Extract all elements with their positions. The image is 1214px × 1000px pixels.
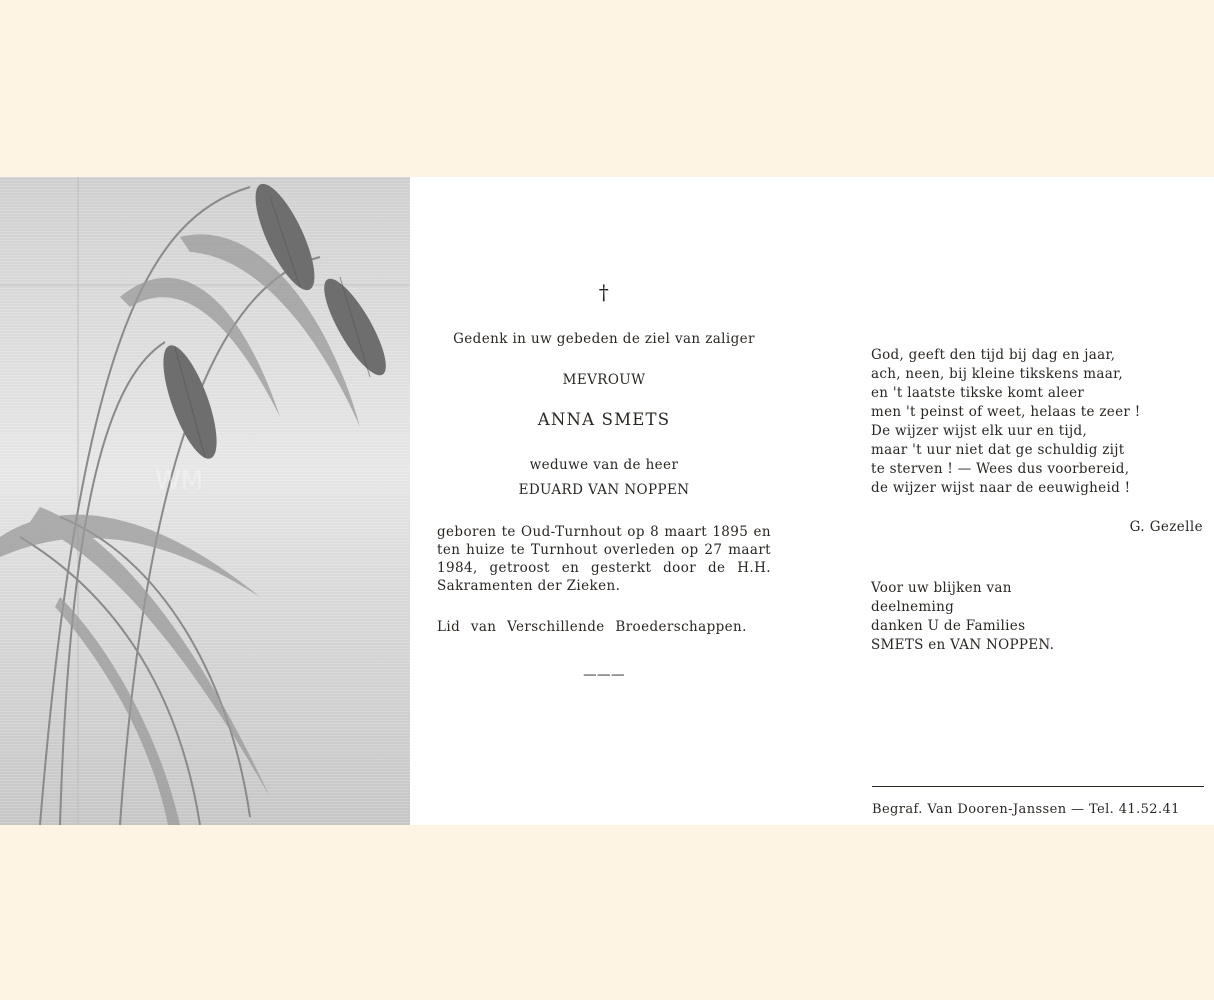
widow-of-line: weduwe van de heer bbox=[529, 457, 679, 473]
poem-line: maar 't uur niet dat ge schuldig zijt bbox=[871, 442, 1125, 458]
title-mevrouw: MEVROUW bbox=[562, 372, 646, 388]
wheat-ears-illustration bbox=[0, 177, 410, 825]
poem-line: men 't peinst of weet, helaas te zeer ! bbox=[871, 404, 1141, 420]
biography-paragraph: geboren te Oud-Turnhout op 8 maart 1895 en ten huize te Turnhout overleden op 27 maart 1984, getroost en gesterkt door de H.H. Sakramenten der Zieken. bbox=[437, 524, 771, 594]
thanks-line: danken U de Families bbox=[871, 618, 1026, 634]
thanks-block bbox=[871, 579, 1054, 655]
membership-line: Lid van Verschillende Broederschappen. bbox=[437, 619, 747, 635]
undertaker-line: Begraf. Van Dooren-Janssen — Tel. 41.52.41 bbox=[872, 802, 1180, 817]
poem-line: de wijzer wijst naar de eeuwigheid ! bbox=[871, 480, 1131, 496]
footer-rule bbox=[872, 786, 1204, 787]
intro-line: Gedenk in uw gebeden de ziel van zaliger bbox=[453, 331, 755, 347]
poem-line: ach, neen, bij kleine tikskens maar, bbox=[871, 366, 1123, 382]
watermark: WM bbox=[155, 466, 204, 496]
thanks-line: Voor uw blijken van bbox=[871, 580, 1012, 596]
poem-line: God, geeft den tijd bij dag en jaar, bbox=[871, 347, 1116, 363]
poem bbox=[871, 346, 1140, 498]
poem-line: De wijzer wijst elk uur en tijd, bbox=[871, 423, 1088, 439]
poem-author: G. Gezelle bbox=[1129, 519, 1203, 535]
thanks-line: SMETS en VAN NOPPEN. bbox=[871, 637, 1055, 653]
poem-line: te sterven ! — Wees dus voorbereid, bbox=[871, 461, 1130, 477]
thanks-line: deelneming bbox=[871, 599, 955, 615]
husband-name: EDUARD VAN NOPPEN bbox=[518, 482, 690, 498]
deceased-name: ANNA SMETS bbox=[537, 410, 671, 429]
cross-symbol: † bbox=[598, 280, 610, 304]
memorial-card bbox=[0, 177, 1214, 825]
poem-line: en 't laatste tikske komt aleer bbox=[871, 385, 1085, 401]
separator-dash: ——— bbox=[583, 667, 625, 683]
